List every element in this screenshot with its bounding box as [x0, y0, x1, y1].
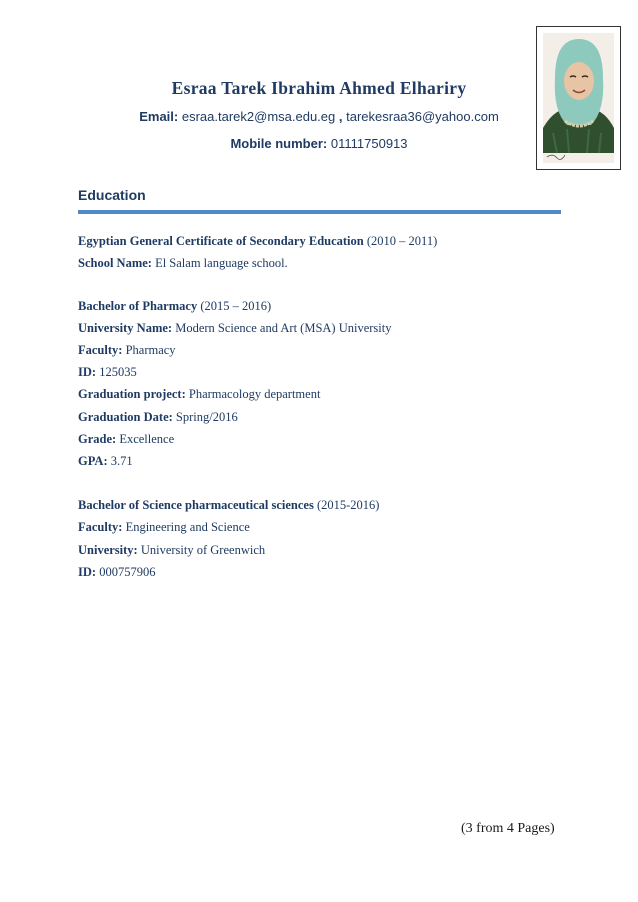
section-title-education: Education — [78, 187, 146, 203]
grade-line — [78, 432, 174, 447]
university-name-line — [78, 321, 391, 336]
school-name-value: El Salam language school. — [155, 256, 288, 270]
page-number: (3 from 4 Pages) — [461, 821, 555, 836]
email-label: Email: — [139, 109, 179, 124]
candidate-name: Esraa Tarek Ibrahim Ahmed Elhariry — [171, 78, 467, 98]
pharmacy-years: (2015 – 2016) — [200, 299, 272, 313]
university-name-value: Modern Science and Art (MSA) University — [175, 321, 392, 335]
gpa-label: GPA: — [78, 454, 108, 468]
pharmacy-faculty-label: Faculty: — [78, 343, 123, 357]
pharmacy-id-label: ID: — [78, 365, 97, 379]
graduation-project-value: Pharmacology department — [188, 387, 321, 401]
pharmacy-degree: Bachelor of Pharmacy — [78, 299, 198, 313]
grade-value: Excellence — [119, 432, 175, 446]
school-name-label: School Name: — [78, 256, 152, 270]
grade-label: Grade: — [78, 432, 117, 446]
profile-photo — [536, 26, 621, 170]
science-years: (2015-2016) — [316, 498, 380, 512]
gpa-line — [78, 454, 133, 469]
email-separator: , — [335, 109, 347, 124]
science-degree-line — [78, 498, 379, 513]
secondary-degree: Egyptian General Certificate of Secondary Education — [78, 234, 364, 248]
graduation-date-line — [78, 410, 238, 425]
science-faculty-value: Engineering and Science — [125, 520, 250, 534]
pharmacy-id-value: 125035 — [99, 365, 137, 379]
profile-photo-image — [543, 33, 614, 163]
science-university-label: University: — [78, 543, 138, 557]
secondary-degree-line — [78, 234, 437, 249]
mobile-value: 01111750913 — [330, 136, 408, 151]
pharmacy-faculty-line — [78, 343, 176, 358]
science-id-line — [78, 565, 155, 580]
email-primary[interactable]: esraa.tarek2@msa.edu.eg — [181, 109, 336, 124]
university-name-label: University Name: — [78, 321, 173, 335]
pharmacy-faculty-value: Pharmacy — [125, 343, 176, 357]
pharmacy-id-line — [78, 365, 137, 380]
section-divider — [78, 210, 561, 214]
gpa-value: 3.71 — [110, 454, 133, 468]
graduation-date-value: Spring/2016 — [175, 410, 238, 424]
science-degree: Bachelor of Science pharmaceutical sciences — [78, 498, 314, 512]
email-secondary[interactable]: tarekesraa36@yahoo.com — [346, 109, 499, 124]
science-faculty-line — [78, 520, 250, 535]
science-id-value: 000757906 — [99, 565, 156, 579]
graduation-date-label: Graduation Date: — [78, 410, 173, 424]
science-university-value: University of Greenwich — [140, 543, 266, 557]
graduation-project-label: Graduation project: — [78, 387, 186, 401]
mobile-label: Mobile number: — [230, 136, 328, 151]
graduation-project-line — [78, 387, 320, 402]
science-id-label: ID: — [78, 565, 97, 579]
school-name-line — [78, 256, 288, 271]
science-university-line — [78, 543, 265, 558]
science-faculty-label: Faculty: — [78, 520, 123, 534]
secondary-years: (2010 – 2011) — [366, 234, 438, 248]
pharmacy-degree-line — [78, 299, 271, 314]
